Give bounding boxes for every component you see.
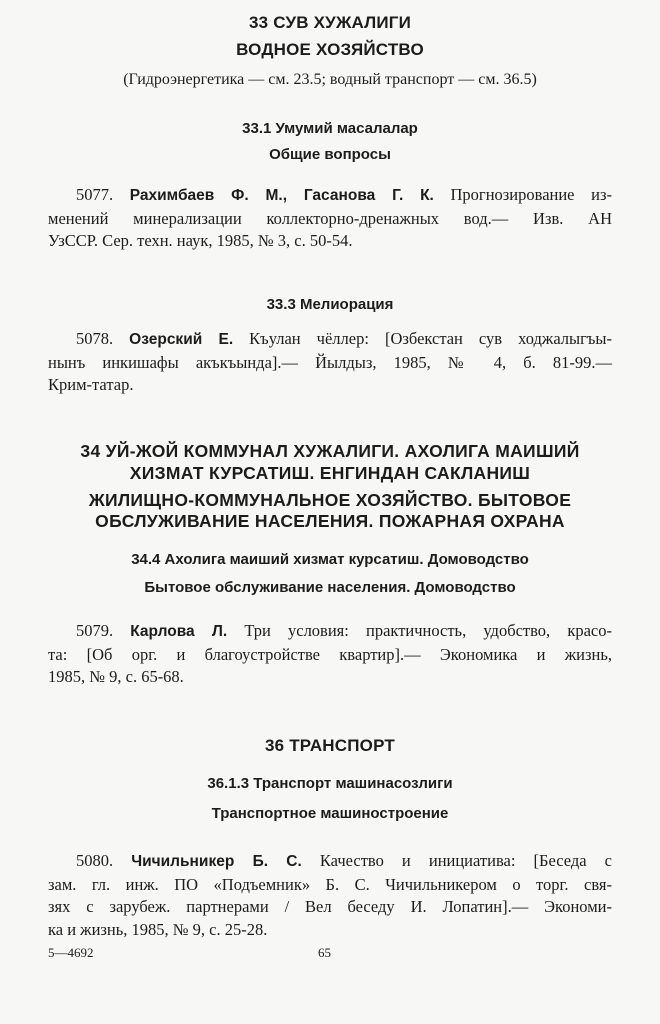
entry-5078-line-3: Крим-татар. (48, 375, 134, 394)
entry-5080 (48, 850, 612, 941)
entry-5080-line-4: ка и жизнь, 1985, № 9, с. 25-28. (48, 919, 268, 939)
entry-5077-line-3: УзССР. Сер. техн. наук, 1985, № 3, с. 50-54. (48, 231, 353, 250)
entry-5077 (48, 184, 612, 253)
entry-number: 5077. (76, 185, 114, 204)
entry-5080-line-3: зях с зарубеж. партнерами / Вел беседу И. Лопатин].— Экономи- (48, 897, 612, 916)
entry-5079-line-1: 5079. Карлова Л. Три условия: практичность, удобство, красо- (76, 621, 612, 640)
entry-authors: Рахимбаев Ф. М., Гасанова Г. К. (129, 187, 434, 204)
section-33-title-uz: 33 СУВ ХУЖАЛИГИ (248, 13, 412, 32)
section-33-1-title-ru: Общие вопросы (269, 146, 391, 163)
section-34-title-ru-line-1: ЖИЛИЩНО-КОММУНАЛЬНОЕ ХОЗЯЙСТВО. БЫТОВОЕ (88, 490, 572, 510)
entry-5078-line-1: 5078. Озерский Е. Къулан чёллер: [Озбекстан сув ходжалыгъы- (76, 329, 612, 348)
entry-5080-line-1: 5080. Чичильникер Б. С. Качество и инициатива: [Беседа с (76, 851, 612, 870)
entry-authors: Карлова Л. (130, 623, 228, 640)
page-number: 65 (318, 945, 331, 960)
section-33-note: (Гидроэнергетика — см. 23.5; водный транспорт — см. 36.5) (123, 71, 537, 88)
entry-number: 5079. (76, 621, 114, 640)
entry-number: 5078. (76, 329, 114, 348)
entry-authors: Чичильникер Б. С. (131, 853, 302, 870)
entry-5079 (48, 620, 612, 689)
entry-number: 5080. (76, 851, 114, 870)
entry-5080-line-2: зам. гл. инж. ПО «Подъемник» Б. С. Чичильникером о торг. свя- (48, 874, 612, 894)
entry-5079-line-2: та: [Об орг. и благоустройстве квартир].— Экономика и жизнь, (48, 644, 612, 664)
entry-5078 (48, 328, 612, 397)
section-36-1-3-title-uz: 36.1.3 Транспорт машинасозлиги (207, 775, 453, 792)
section-34-title-uz-line-1: 34 УЙ-ЖОЙ КОММУНАЛ ХУЖАЛИГИ. АХОЛИГА МАИШИЙ (80, 441, 580, 461)
section-34-4-title-ru: Бытовое обслуживание населения. Домоводство (144, 579, 516, 596)
entry-5078-line-2: нынъ инкишафы акъкъында].— Йылдыз, 1985, № 4, б. 81-99.— (48, 352, 612, 372)
entry-5077-line-1: 5077. Рахимбаев Ф. М., Гасанова Г. К. Прогнозирование из- (76, 185, 612, 204)
section-34-title-ru-line-2: ОБСЛУЖИВАНИЕ НАСЕЛЕНИЯ. ПОЖАРНАЯ ОХРАНА (95, 511, 565, 531)
entry-authors: Озерский Е. (129, 331, 234, 348)
entry-5077-line-2: менений минерализации коллекторно-дренажных вод.— Изв. АН (48, 208, 612, 228)
footer-print-code: 5—4692 (48, 945, 94, 960)
section-33-3-title: 33.3 Мелиорация (266, 296, 394, 313)
section-33-title-ru: ВОДНОЕ ХОЗЯЙСТВО (236, 40, 424, 59)
section-34-4-title-uz: 34.4 Ахолига маиший хизмат курсатиш. Домоводство (131, 551, 529, 568)
section-34-title-uz-line-2: ХИЗМАТ КУРСАТИШ. ЕНГИНДАН САКЛАНИШ (129, 463, 531, 483)
section-36-1-3-title-ru: Транспортное машиностроение (211, 805, 449, 822)
section-33-1-title-uz: 33.1 Умумий масалалар (242, 120, 418, 137)
entry-5079-line-3: 1985, № 9, с. 65-68. (48, 667, 184, 686)
section-36-title: 36 ТРАНСПОРТ (264, 736, 396, 755)
